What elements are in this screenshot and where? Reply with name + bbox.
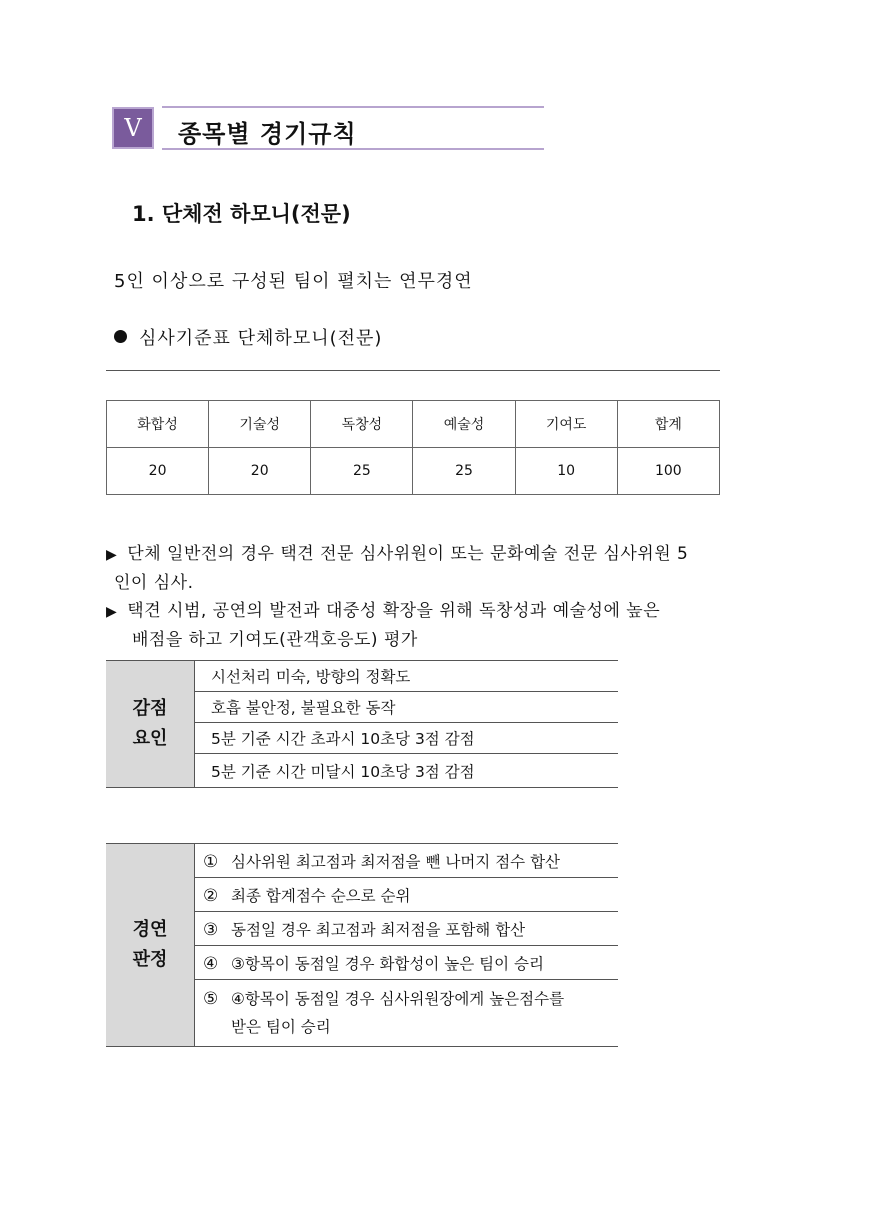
intro-text: 5인 이상으로 구성된 팀이 펼치는 연무경연 [114, 271, 473, 292]
score-header-cell: 합계 [617, 401, 719, 448]
deduction-item: 5분 기준 시간 미달시 10초당 3점 감점 [195, 754, 619, 788]
judgment-table [106, 843, 618, 1047]
judgment-head-line1: 경연 [132, 919, 168, 940]
item-number: ③ [203, 919, 219, 940]
criteria-heading-row [114, 324, 382, 350]
score-value-cell: 25 [311, 448, 413, 495]
score-value-cell: 20 [107, 448, 209, 495]
score-value-cell: 25 [413, 448, 515, 495]
item-text-continued: 받은 팀이 승리 [231, 1018, 331, 1036]
score-value-cell: 100 [617, 448, 719, 495]
section-title: 1. 단체전 하모니(전문) [132, 202, 351, 226]
triangle-bullet-icon: ▶ [106, 604, 118, 620]
deduction-item: 호흡 불안정, 불필요한 동작 [195, 692, 619, 723]
item-number: ④ [203, 953, 219, 974]
judgment-head [106, 844, 195, 1047]
item-text: ③항목이 동점일 경우 화합성이 높은 팀이 승리 [231, 954, 544, 973]
score-value-cell: 10 [515, 448, 617, 495]
score-header-cell: 독창성 [311, 401, 413, 448]
item-text: 심사위원 최고점과 최저점을 뺀 나머지 점수 합산 [231, 852, 561, 871]
divider [106, 370, 720, 371]
note-2-line1 [106, 597, 786, 626]
score-table [106, 400, 720, 495]
score-value-row [107, 448, 720, 495]
deduction-head-line2: 요인 [132, 728, 168, 749]
bullet-dot-icon [114, 330, 127, 343]
note-1-text: 단체 일반전의 경우 택견 전문 심사위원이 또는 문화예술 전문 심사위원 5 [127, 544, 689, 564]
deduction-head-line1: 감점 [132, 698, 168, 719]
score-header-cell: 기여도 [515, 401, 617, 448]
score-header-cell: 예술성 [413, 401, 515, 448]
judgment-item [195, 912, 619, 946]
note-2 [106, 597, 786, 654]
note-2-line2: 배점을 하고 기여도(관객호응도) 평가 [132, 630, 418, 650]
note-2-text: 택견 시범, 공연의 발전과 대중성 확장을 위해 독창성과 예술성에 높은 [127, 601, 661, 621]
note-1 [106, 540, 786, 597]
chapter-title: 종목별 경기규칙 [178, 120, 357, 148]
item-number: ① [203, 851, 219, 872]
item-text: 최종 합계점수 순으로 순위 [231, 886, 411, 905]
deduction-table [106, 660, 618, 788]
judgment-item [195, 878, 619, 912]
item-text: 동점일 경우 최고점과 최저점을 포함해 합산 [231, 920, 526, 939]
chapter-number-box [112, 107, 154, 149]
judgment-item [195, 980, 619, 1047]
deduction-item: 시선처리 미숙, 방향의 정확도 [195, 661, 619, 692]
score-header-row [107, 401, 720, 448]
judgment-head-line2: 판정 [132, 949, 168, 970]
score-header-cell: 기술성 [209, 401, 311, 448]
note-1-line2: 인이 심사. [114, 573, 194, 593]
chapter-rule-top [162, 106, 544, 108]
triangle-bullet-icon: ▶ [106, 547, 118, 563]
judgment-item [195, 946, 619, 980]
chapter-numeral: V [124, 114, 142, 142]
judgment-item [195, 844, 619, 878]
item-number: ② [203, 885, 219, 906]
deduction-head [106, 661, 195, 788]
criteria-heading: 심사기준표 단체하모니(전문) [139, 328, 383, 349]
note-1-line1 [106, 540, 786, 569]
deduction-item: 5분 기준 시간 초과시 10초당 3점 감점 [195, 723, 619, 754]
score-header-cell: 화합성 [107, 401, 209, 448]
item-number: ⑤ [203, 989, 219, 1009]
score-value-cell: 20 [209, 448, 311, 495]
item-text: ④항목이 동점일 경우 심사위원장에게 높은점수를 [231, 990, 565, 1008]
